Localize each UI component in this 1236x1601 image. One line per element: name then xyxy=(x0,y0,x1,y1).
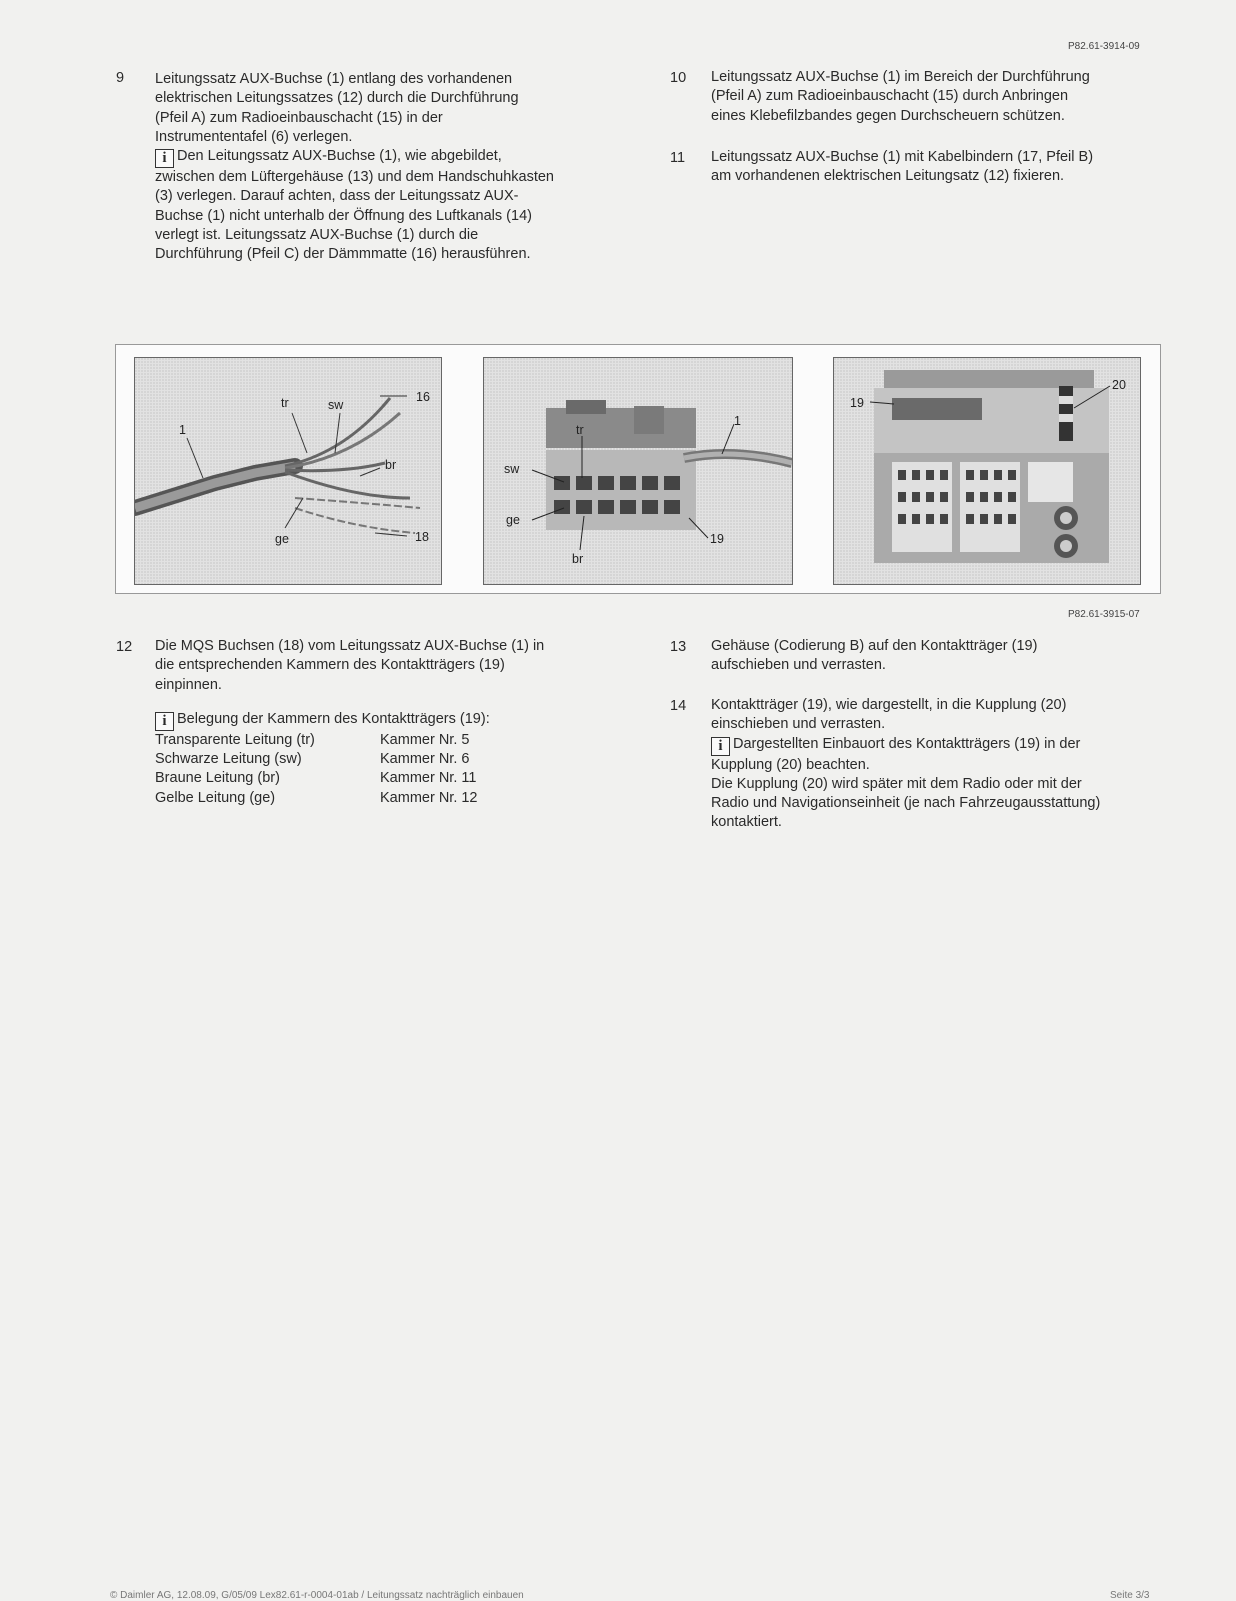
cable-illustration xyxy=(135,358,441,584)
label-tr: tr xyxy=(576,423,584,437)
note-line: Den Leitungssatz AUX-Buchse (1), wie abgebildet, xyxy=(177,148,502,165)
text-line: Leitungssatz AUX-Buchse (1) mit Kabelbindern (17, Pfeil B) xyxy=(711,149,1094,165)
label-20: 20 xyxy=(1112,378,1126,392)
note-line: Durchführung (Pfeil C) der Dämmmatte (16) herausführen. xyxy=(155,246,531,263)
footer-copyright: © Daimler AG, 12.08.09, G/05/09 Lex82.61-r-0004-01ab / Leitungssatz nachträglich einbauen xyxy=(110,1590,524,1601)
label-1: 1 xyxy=(734,414,741,428)
figure-code: P82.61-3915-07 xyxy=(1068,609,1140,620)
label-br: br xyxy=(572,552,584,566)
note-text: Belegung der Kammern des Kontaktträgers (19): xyxy=(177,710,490,727)
step-12-text xyxy=(155,637,605,808)
document-code: P82.61-3914-09 xyxy=(1068,41,1140,52)
text-line: Leitungssatz AUX-Buchse (1) im Bereich der Durchführung xyxy=(711,69,1090,85)
note-line: verlegt ist. Leitungssatz AUX-Buchse (1) durch die xyxy=(155,227,479,244)
note-line: zwischen dem Lüftergehäuse (13) und dem Handschuhkasten xyxy=(155,169,554,186)
step-10-text xyxy=(711,68,1171,126)
footer-page-number: Seite 3/3 xyxy=(1110,1590,1150,1601)
figure-panel-contact-carrier xyxy=(483,357,793,585)
label-19: 19 xyxy=(710,532,724,546)
text-line: Radio und Navigationseinheit (je nach Fahrzeugausstattung) xyxy=(711,795,1101,812)
figure-panel-cable xyxy=(134,357,442,585)
text-line: aufschieben und verrasten. xyxy=(711,657,886,674)
step-number: 13 xyxy=(670,639,687,655)
text-line: Gehäuse (Codierung B) auf den Kontaktträger (19) xyxy=(711,638,1038,654)
note-line: Kupplung (20) beachten. xyxy=(711,756,870,773)
label-1: 1 xyxy=(179,423,186,437)
step-9-text xyxy=(155,70,605,265)
text-line: (Pfeil A) zum Radioeinbauschacht (15) in der xyxy=(155,109,443,126)
text-line: Leitungssatz AUX-Buchse (1) entlang des vorhandenen xyxy=(155,71,513,87)
step-number: 14 xyxy=(670,698,687,714)
table-row xyxy=(155,789,605,808)
text-line: Die MQS Buchsen (18) vom Leitungssatz AUX-Buchse (1) in xyxy=(155,638,545,654)
wire-name: Transparente Leitung (tr) xyxy=(155,731,315,748)
note-line: Buchse (1) nicht unterhalb der Öffnung des Luftkanals (14) xyxy=(155,207,532,224)
label-tr: tr xyxy=(281,396,289,410)
label-ge: ge xyxy=(506,513,520,527)
step-14-text xyxy=(711,696,1171,833)
text-line: einschieben und verrasten. xyxy=(711,716,886,733)
text-line: am vorhandenen elektrischen Leitungsatz (12) fixieren. xyxy=(711,168,1065,185)
figure xyxy=(115,344,1161,594)
wire-name: Schwarze Leitung (sw) xyxy=(155,751,302,768)
text-line: eines Klebefilzbandes gegen Durchscheuern schützen. xyxy=(711,107,1065,124)
chamber-number: Kammer Nr. 5 xyxy=(380,731,470,748)
label-ge: ge xyxy=(275,532,289,546)
contact-carrier-illustration xyxy=(484,358,792,584)
wire-name: Braune Leitung (br) xyxy=(155,770,280,787)
label-16: 16 xyxy=(416,390,430,404)
text-line: Kontaktträger (19), wie dargestellt, in die Kupplung (20) xyxy=(711,697,1067,713)
step-number: 11 xyxy=(670,150,686,166)
step-number: 9 xyxy=(116,70,125,86)
label-br: br xyxy=(385,458,397,472)
step-number: 12 xyxy=(116,639,133,655)
text-line: kontaktiert. xyxy=(711,814,782,831)
note-line: Dargestellten Einbauort des Kontaktträgers (19) in der xyxy=(733,735,1081,752)
text-line: elektrischen Leitungssatzes (12) durch die Durchführung xyxy=(155,90,519,107)
chamber-number: Kammer Nr. 6 xyxy=(380,751,470,768)
coupling-illustration xyxy=(834,358,1140,584)
label-sw: sw xyxy=(504,462,520,476)
info-icon: i xyxy=(711,737,730,756)
table-row xyxy=(155,750,605,769)
step-11-text xyxy=(711,148,1171,187)
text-line: (Pfeil A) zum Radioeinbauschacht (15) durch Anbringen xyxy=(711,88,1069,105)
text-line: Die Kupplung (20) wird später mit dem Radio oder mit der xyxy=(711,775,1082,792)
step-13-text xyxy=(711,637,1171,676)
table-row xyxy=(155,769,605,788)
figure-panel-coupling xyxy=(833,357,1141,585)
text-line: Instrumententafel (6) verlegen. xyxy=(155,128,353,145)
chamber-number: Kammer Nr. 11 xyxy=(380,770,477,787)
label-19: 19 xyxy=(850,396,864,410)
label-18: 18 xyxy=(415,530,429,544)
note-line: (3) verlegen. Darauf achten, dass der Leitungssatz AUX- xyxy=(155,188,519,205)
info-icon: i xyxy=(155,712,174,731)
text-line: einpinnen. xyxy=(155,676,222,693)
table-row xyxy=(155,731,605,750)
text-line: die entsprechenden Kammern des Kontaktträgers (19) xyxy=(155,657,505,674)
step-number: 10 xyxy=(670,70,687,86)
label-sw: sw xyxy=(328,398,344,412)
info-icon: i xyxy=(155,149,174,168)
chamber-number: Kammer Nr. 12 xyxy=(380,789,478,806)
wire-name: Gelbe Leitung (ge) xyxy=(155,789,276,806)
